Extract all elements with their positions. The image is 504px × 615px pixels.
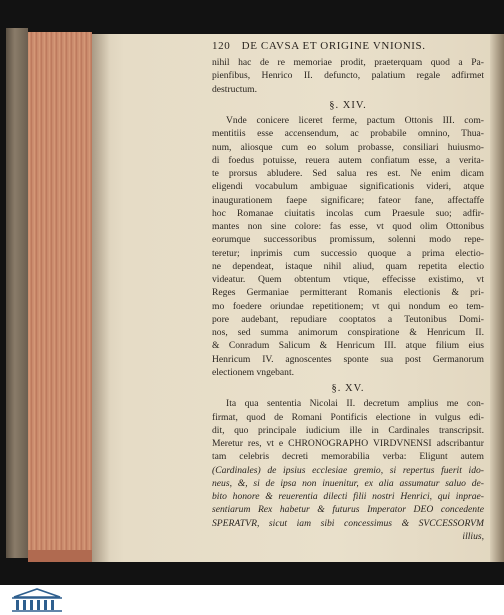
book-cover-edge bbox=[6, 28, 28, 558]
text-line: pore audebant, repudiare cooptatos a Teutonibus Domi- bbox=[212, 313, 484, 325]
library-building-logo bbox=[6, 587, 68, 613]
paragraph-2 bbox=[212, 114, 484, 379]
text-line: Ita qua sententia Nicolai II. decretum amplius me con- bbox=[226, 398, 484, 410]
paragraph-1 bbox=[212, 56, 484, 96]
right-page-edge bbox=[490, 34, 504, 562]
text-line: Meretur res, vt e CHRONOGRAPHO VIRDVNENSI adscribantur bbox=[212, 438, 484, 449]
text-line: dit, quo principale iudicium ille in Cardinales transcripsit. bbox=[212, 424, 484, 436]
text-line: firmat, quod de Romani Pontificis electione in vulgus edi- bbox=[212, 411, 484, 423]
text-line: Reges Germaniae permitterant Romanis electionis & pri- bbox=[212, 287, 484, 299]
text-line: num, aliosque cum eo solum probasse, consiliari huiusmo- bbox=[212, 141, 484, 153]
text-line: bito honore & reuerentia dilecti filii nostri Henrici, qui inprae- bbox=[212, 491, 484, 502]
text-line: nihil hac de re memoriae prodit, praeterquam quod a Pa- bbox=[212, 57, 484, 68]
running-header bbox=[212, 40, 484, 52]
page-block-bottom bbox=[28, 550, 92, 562]
text-line: tam celebris decreti memorabilia verba: Eligunt autem bbox=[212, 451, 484, 463]
page-number: 120 bbox=[212, 40, 231, 52]
text-line: Henricum IV. agnoscentes sponte sua post Germanorum bbox=[212, 353, 484, 365]
catchword: illius, bbox=[462, 530, 484, 542]
text-line: eorumque successoribus promissum, solenni modo repe- bbox=[212, 234, 484, 246]
text-line: ne dependeat, istaque nihil aliud, quam repetita electio bbox=[212, 260, 484, 272]
text-line: hoc Romanae ciuitatis incolas cum Praesule suo; adfir- bbox=[212, 207, 484, 219]
text-line: inaugurationem faepe significare; fateor fane, affectaffe bbox=[212, 194, 484, 206]
text-line: eligendi vocabulum ambiguae significationis videri, atque bbox=[212, 181, 484, 193]
text-line: electionem vngebant. bbox=[212, 366, 295, 378]
text-line: di foedus potuisse, reuera autem confiatum esse, a verita- bbox=[212, 154, 484, 166]
text-line: & Conradum Salicum & Henricum III. atque filium eius bbox=[212, 340, 484, 352]
text-line: mentitiis esse accensendum, ac probabile omnino, Thua- bbox=[212, 128, 484, 140]
text-line: destructum. bbox=[212, 83, 258, 95]
text-line: pienfibus, Henrico II. defuncto, palatium regale adfirmet bbox=[212, 70, 484, 82]
text-line: Vnde conicere liceret ferme, pactum Ottonis III. com- bbox=[226, 115, 484, 126]
text-line: nos, sed summa animorum conspiratione & Henricum II. bbox=[212, 327, 484, 338]
text-line: neus, &, si de ipsa non inuenitur, ex alia assumatur saluo de- bbox=[212, 477, 484, 489]
gutter-shadow bbox=[92, 34, 110, 562]
text-line: teretur; inprimis cum successio quoque a prima electio- bbox=[212, 247, 484, 259]
text-line: sentiarum Rex habetur & futurus Imperator DEO concedente bbox=[212, 504, 484, 516]
text-line: te prorsus abludere. Sed salua res est. Ne enim dicam bbox=[212, 168, 484, 179]
running-title: DE CAVSA ET ORIGINE VNIONIS. bbox=[241, 40, 426, 52]
page-text bbox=[212, 56, 484, 543]
paragraph-3 bbox=[212, 397, 484, 543]
text-line: mo foedere oriundae repetitionem; vt qui nondum eo tem- bbox=[212, 300, 484, 312]
text-line: videatur. Quem obtentum vtique, effecisse existimo, vt bbox=[212, 274, 484, 285]
text-line: SPERATVR, sicut iam sibi concessimus & SVCCESSORVM bbox=[212, 517, 484, 529]
section-heading-xv: §. XV. bbox=[331, 383, 365, 394]
text-line: (Cardinales) de ipsius ecclesiae gremio, si repertus fuerit ido- bbox=[212, 464, 484, 476]
section-heading-xiv: §. XIV. bbox=[329, 99, 367, 111]
page-block-edges bbox=[28, 32, 92, 562]
text-line: mantes non sine colore: fas esse, vt quod olim Ottonibus bbox=[212, 221, 484, 232]
viewer-footer bbox=[0, 585, 504, 615]
